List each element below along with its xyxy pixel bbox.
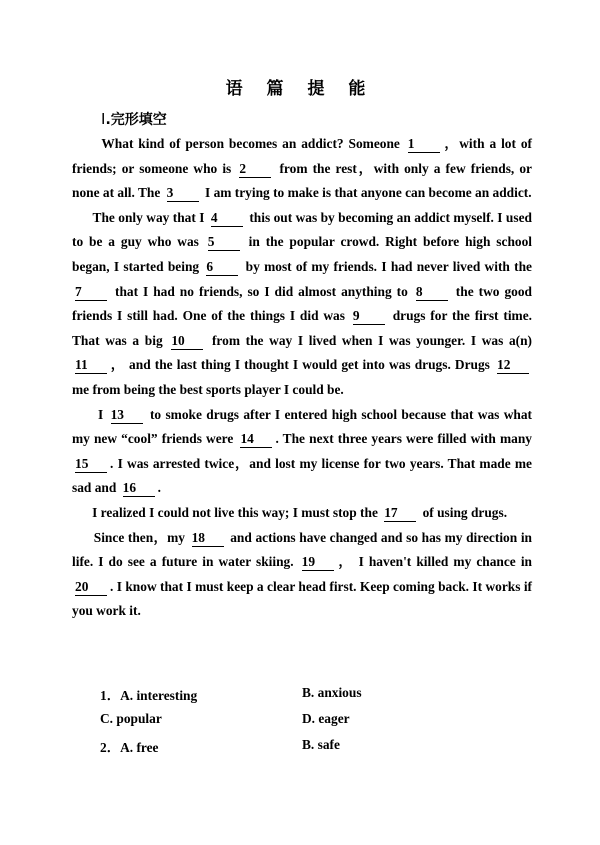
option-row bbox=[100, 685, 520, 711]
passage-text: the two good friends I still had. One of the things I did was bbox=[72, 283, 532, 324]
cloze-blank: 17 bbox=[384, 505, 416, 522]
passage-text: from the rest，with only a few friends, or none at all. The bbox=[72, 160, 532, 201]
cloze-blank: 15 bbox=[75, 456, 107, 473]
cloze-blank: 1 bbox=[408, 136, 440, 153]
passage-text: Since then，my bbox=[72, 529, 189, 545]
passage-text: this out was by becoming an addict myself. I used to be a guy who was bbox=[72, 209, 532, 250]
passage-paragraph bbox=[72, 403, 532, 501]
section-number: Ⅰ bbox=[101, 112, 106, 128]
option-row bbox=[100, 711, 520, 737]
cloze-blank: 7 bbox=[75, 284, 107, 301]
passage-text: The only way that I bbox=[72, 209, 208, 225]
passage-text: . The next three years were filled with many bbox=[275, 431, 532, 447]
passage-text: of using drugs. bbox=[419, 504, 508, 520]
option-right: B. anxious bbox=[302, 685, 362, 700]
cloze-passage bbox=[72, 132, 532, 624]
option-left: 1．A. interesting bbox=[100, 688, 198, 703]
cloze-blank: 2 bbox=[239, 161, 271, 178]
cloze-blank: 3 bbox=[167, 185, 199, 202]
cloze-blank: 20 bbox=[75, 579, 107, 596]
option-right: D. eager bbox=[302, 711, 350, 726]
passage-paragraph bbox=[72, 526, 532, 624]
passage-text: in the popular crowd. Right before high school began, I started being bbox=[72, 234, 532, 274]
passage-text: I bbox=[72, 406, 108, 422]
passage-text: ，with a lot of friends; or someone who is bbox=[72, 136, 532, 176]
cloze-blank: 9 bbox=[353, 308, 385, 325]
answer-options bbox=[100, 685, 520, 763]
cloze-blank: 14 bbox=[240, 431, 272, 448]
passage-text: . I was arrested twice，and lost my license for two years. That made me sad and bbox=[72, 455, 532, 496]
passage-text: I am trying to make is that anyone can become an addict. bbox=[201, 185, 532, 201]
cloze-blank: 18 bbox=[192, 530, 224, 547]
section-heading bbox=[101, 109, 167, 129]
passage-paragraph bbox=[72, 206, 532, 403]
page-title: 语 篇 提 能 bbox=[225, 79, 375, 99]
passage-text: What kind of person becomes an addict? Someone bbox=[72, 136, 405, 151]
option-left: C. popular bbox=[100, 711, 162, 726]
passage-paragraph bbox=[72, 132, 532, 206]
cloze-blank: 10 bbox=[171, 333, 203, 350]
passage-text: and actions have changed and so has my direction in life. I do see a future in water skiing. bbox=[72, 529, 532, 570]
passage-text: . bbox=[157, 480, 161, 496]
cloze-blank: 5 bbox=[208, 234, 240, 251]
passage-text: by most of my friends. I had never lived with the bbox=[241, 258, 532, 274]
passage-text: from the way I lived when I was younger. I was a(n) bbox=[206, 332, 532, 348]
passage-text: I realized I could not live this way; I must stop the bbox=[72, 504, 382, 520]
option-right: B. safe bbox=[302, 737, 340, 752]
passage-text: to smoke drugs after I entered high school because that was what my new “cool” friends were bbox=[72, 406, 532, 447]
option-left: 2．A. free bbox=[100, 740, 159, 755]
cloze-blank: 13 bbox=[111, 407, 143, 424]
cloze-blank: 12 bbox=[497, 357, 529, 374]
passage-text: that I had no friends, so I did almost anything to bbox=[110, 283, 413, 299]
passage-paragraph bbox=[72, 501, 532, 526]
cloze-blank: 8 bbox=[416, 284, 448, 301]
passage-text: ， and the last thing I thought I would get into was drugs. Drugs bbox=[110, 357, 494, 373]
cloze-blank: 19 bbox=[302, 554, 334, 571]
cloze-blank: 4 bbox=[211, 210, 243, 227]
passage-text: ， I haven't killed my chance in bbox=[336, 554, 532, 570]
passage-text: drugs for the first time. That was a big bbox=[72, 308, 533, 348]
passage-text: me from being the best sports player I could be. bbox=[72, 381, 344, 397]
passage-text: . I know that I must keep a clear head first. Keep coming back. It works if you work it. bbox=[72, 578, 532, 619]
cloze-blank: 16 bbox=[123, 480, 155, 497]
option-row bbox=[100, 737, 520, 763]
section-label: .完形填空 bbox=[105, 112, 167, 128]
cloze-blank: 11 bbox=[75, 357, 107, 374]
cloze-blank: 6 bbox=[206, 259, 238, 276]
